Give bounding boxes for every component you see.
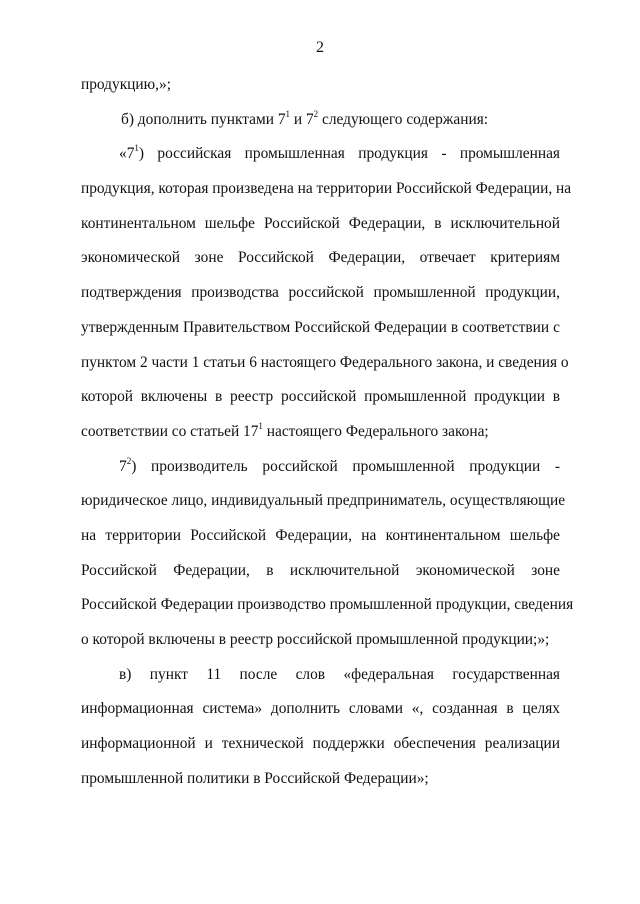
text-line: промышленной политики в Российской Федерации»; — [81, 769, 429, 787]
text-line: юридическое лицо, индивидуальный предприниматель, осуществляющие — [81, 492, 566, 510]
superscript: 2 — [313, 108, 319, 119]
text-fragment: 7 — [119, 457, 127, 475]
superscript: 1 — [134, 143, 139, 154]
text-line: утвержденным Правительством Российской Федерации в соответствии с — [81, 318, 560, 336]
text-fragment: следующего содержания: — [318, 110, 489, 128]
text-line: о которой включены в реестр российской промышленной продукции;»; — [81, 631, 550, 648]
text-fragment: б) дополнить пунктами 7 — [121, 110, 286, 128]
text-fragment: и 7 — [290, 110, 314, 128]
superscript: 1 — [285, 108, 291, 119]
text-fragment: ) российская промышленная продукция - промышленная — [138, 145, 560, 163]
text-line: континентальном шельфе Российской Федерации, в исключительной — [81, 214, 560, 232]
text-fragment: ) производитель российской промышленной продукции - — [131, 457, 560, 475]
definition-7-2-start — [81, 450, 560, 485]
text-line: Российской Федерации производство промышленной продукции, сведения — [81, 596, 574, 614]
item-v-start: в) пункт 11 после слов «федеральная государственная — [119, 665, 560, 683]
text-line: пунктом 2 части 1 статьи 6 настоящего Федерального закона, и сведения о — [81, 353, 569, 371]
text-fragment: соответствии со статьей 17 — [81, 422, 259, 440]
text-line: Российской Федерации, в исключительной экономической зоне — [81, 561, 560, 579]
text-line: информационная система» дополнить словами «, созданная в целях — [81, 700, 560, 718]
text-line: экономической зоне Российской Федерации, отвечает критериям — [81, 249, 560, 267]
item-b-heading — [81, 103, 560, 138]
text-line: продукцию,»; — [81, 76, 171, 93]
text-line: продукция, которая произведена на территории Российской Федерации, на — [81, 180, 572, 198]
text-line: на территории Российской Федерации, на континентальном шельфе — [81, 526, 560, 544]
text-line: которой включены в реестр российской промышленной продукции в — [81, 388, 560, 406]
superscript: 1 — [258, 420, 263, 431]
superscript: 2 — [126, 455, 132, 466]
text-line: подтверждения производства российской промышленной продукции, — [81, 284, 560, 302]
text-line: информационной и технической поддержки обеспечения реализации — [81, 735, 560, 753]
text-fragment: «7 — [119, 145, 135, 163]
text-fragment: настоящего Федерального закона; — [262, 422, 489, 440]
text-line-end — [81, 415, 560, 450]
document-body — [81, 68, 574, 796]
page-number: 2 — [316, 39, 324, 56]
definition-7-1-start — [81, 137, 560, 172]
